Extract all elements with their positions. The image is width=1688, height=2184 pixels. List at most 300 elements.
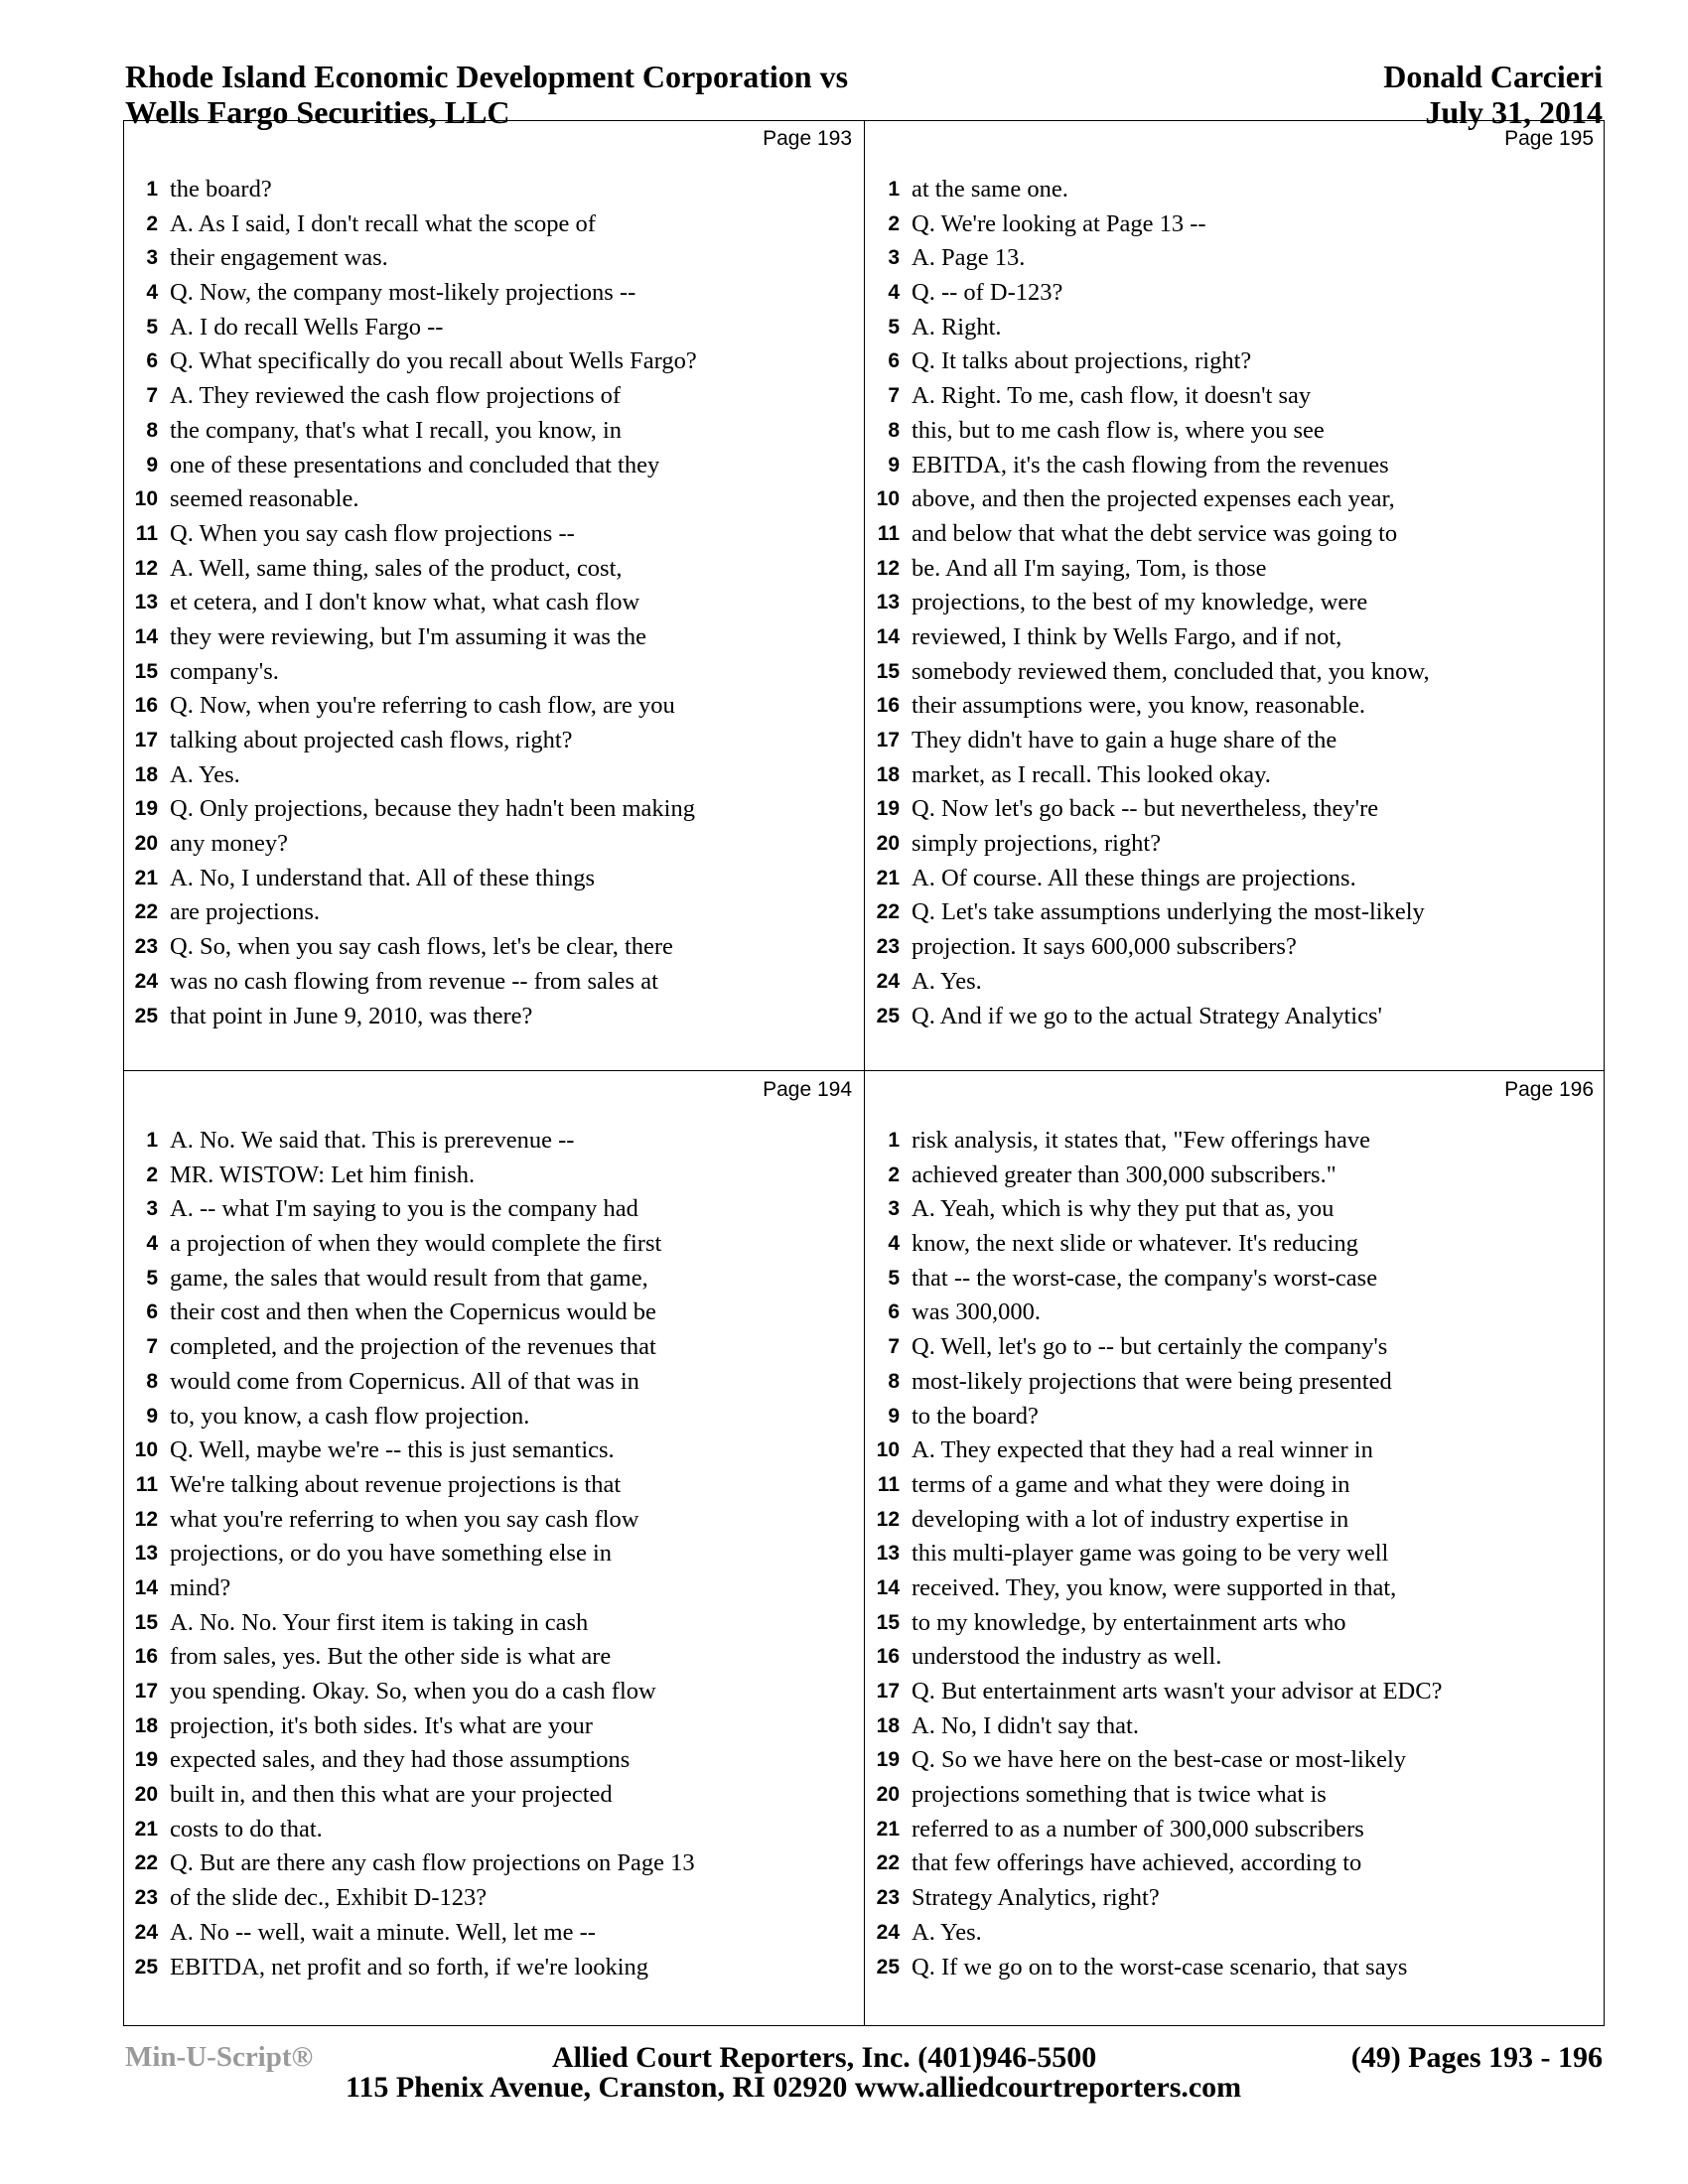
line-text: game, the sales that would result from that game, — [170, 1264, 648, 1292]
line-text: was no cash flowing from revenue -- from sales at — [170, 967, 658, 995]
line-text: A. Right. To me, cash flow, it doesn't say — [912, 382, 1312, 410]
transcript-line — [124, 344, 864, 379]
line-number: 19 — [876, 797, 900, 821]
line-text: projection. It says 600,000 subscribers? — [912, 933, 1297, 961]
transcript-line — [866, 1296, 1606, 1330]
line-number: 13 — [134, 1542, 158, 1566]
transcript-line — [866, 1778, 1606, 1813]
line-text: to my knowledge, by entertainment arts who — [912, 1608, 1346, 1636]
line-text: simply projections, right? — [912, 830, 1162, 858]
line-text: a projection of when they would complete the first — [170, 1230, 662, 1258]
transcript-line — [124, 1124, 864, 1159]
transcript-line — [866, 1916, 1606, 1951]
transcript-line — [124, 1571, 864, 1606]
line-text: reviewed, I think by Wells Fargo, and if not, — [912, 622, 1342, 650]
transcript-line — [124, 1330, 864, 1365]
line-text: their assumptions were, you know, reasonable. — [912, 692, 1365, 720]
transcript-line — [124, 1537, 864, 1571]
line-text: EBITDA, net profit and so forth, if we're looking — [170, 1953, 649, 1980]
line-text: that -- the worst-case, the company's worst-case — [912, 1264, 1378, 1292]
transcript-line — [866, 1124, 1606, 1159]
transcript-line — [124, 311, 864, 345]
transcript-line — [866, 449, 1606, 483]
transcript-line — [124, 1000, 864, 1034]
line-text: Q. Now, the company most-likely projections -- — [170, 279, 636, 307]
line-text: and below that what the debt service was going to — [912, 519, 1398, 547]
line-number: 4 — [146, 281, 158, 305]
line-text: developing with a lot of industry expertise in — [912, 1505, 1349, 1533]
line-text: Q. Well, maybe we're -- this is just semantics. — [170, 1436, 615, 1464]
transcript-line — [866, 1951, 1606, 1985]
line-number: 18 — [134, 762, 158, 786]
transcript-line — [124, 930, 864, 965]
transcript-line — [124, 1192, 864, 1227]
transcript-page-193 — [124, 121, 864, 1070]
line-number: 24 — [134, 969, 158, 993]
line-text: to, you know, a cash flow projection. — [170, 1402, 530, 1430]
line-number: 3 — [888, 246, 900, 270]
line-number: 1 — [146, 178, 158, 201]
transcript-line — [866, 862, 1606, 896]
line-text: A. Of course. All these things are projections. — [912, 864, 1356, 891]
line-number: 21 — [134, 1817, 158, 1841]
line-number: 3 — [146, 246, 158, 270]
line-number: 1 — [888, 178, 900, 201]
line-text: EBITDA, it's the cash flowing from the revenues — [912, 451, 1389, 478]
line-number: 19 — [134, 1748, 158, 1772]
line-number: 25 — [134, 1955, 158, 1979]
line-number: 19 — [876, 1748, 900, 1772]
line-text: above, and then the projected expenses each year, — [912, 485, 1395, 513]
line-number: 3 — [146, 1197, 158, 1221]
line-number: 17 — [876, 729, 900, 751]
line-number: 12 — [876, 556, 900, 580]
transcript-line — [866, 1468, 1606, 1503]
transcript-line — [124, 792, 864, 827]
line-number: 1 — [888, 1129, 900, 1152]
line-number: 6 — [888, 1300, 900, 1324]
transcript-line — [866, 414, 1606, 449]
line-number: 8 — [888, 418, 900, 442]
transcript-line — [866, 1503, 1606, 1538]
line-text: what you're referring to when you say cash flow — [170, 1505, 639, 1533]
transcript-line — [866, 689, 1606, 724]
transcript-line — [866, 586, 1606, 620]
transcript-line — [124, 1813, 864, 1847]
line-number: 5 — [888, 1266, 900, 1290]
transcript-line — [124, 862, 864, 896]
line-number: 11 — [877, 521, 900, 545]
transcript-line — [866, 1537, 1606, 1571]
transcript-line — [866, 1675, 1606, 1709]
transcript-line — [124, 517, 864, 552]
transcript-line — [866, 1192, 1606, 1227]
transcript-line — [866, 792, 1606, 827]
line-text: Q. Let's take assumptions underlying the most-likely — [912, 898, 1425, 926]
line-number: 12 — [134, 556, 158, 580]
transcript-line — [124, 207, 864, 242]
line-number: 6 — [146, 1300, 158, 1324]
page-number-label: Page 195 — [1504, 127, 1594, 150]
line-number: 14 — [876, 624, 900, 648]
line-text: projection, it's both sides. It's what are your — [170, 1711, 593, 1739]
case-title-line2: Wells Fargo Securities, LLC — [125, 94, 510, 130]
line-text: projections, or do you have something else in — [170, 1540, 612, 1568]
line-number: 15 — [876, 659, 900, 683]
transcript-line — [124, 241, 864, 276]
transcript-frame — [123, 120, 1605, 2026]
case-title-line1: Rhode Island Economic Development Corporation vs — [125, 59, 849, 94]
transcript-line — [124, 1433, 864, 1468]
line-number: 22 — [134, 1851, 158, 1875]
transcript-line — [866, 1227, 1606, 1262]
line-text: MR. WISTOW: Let him finish. — [170, 1160, 476, 1188]
line-text: talking about projected cash flows, right? — [170, 727, 573, 753]
line-number: 19 — [134, 797, 158, 821]
line-number: 6 — [146, 349, 158, 373]
transcript-line — [866, 1813, 1606, 1847]
row-divider — [124, 1070, 1604, 1071]
deposition-date: July 31, 2014 — [1425, 94, 1603, 130]
line-number: 15 — [134, 659, 158, 683]
line-text: Q. Well, let's go to -- but certainly the company's — [912, 1333, 1388, 1361]
line-text: they were reviewing, but I'm assuming it was the — [170, 622, 647, 650]
line-number: 7 — [888, 384, 900, 408]
line-text: referred to as a number of 300,000 subscribers — [912, 1815, 1364, 1843]
transcript-line — [124, 1159, 864, 1193]
line-text: A. They reviewed the cash flow projections of — [170, 382, 622, 410]
line-number: 2 — [888, 211, 900, 235]
transcript-line — [866, 620, 1606, 655]
line-number: 12 — [134, 1507, 158, 1531]
transcript-line — [124, 758, 864, 793]
transcript-line — [866, 1000, 1606, 1034]
transcript-line — [866, 965, 1606, 1000]
line-text: the company, that's what I recall, you know, in — [170, 416, 623, 444]
line-number: 23 — [134, 1886, 158, 1910]
line-number: 20 — [876, 832, 900, 856]
transcript-line — [124, 1709, 864, 1744]
line-number: 9 — [888, 453, 900, 477]
transcript-line — [124, 449, 864, 483]
line-text: A. No -- well, wait a minute. Well, let me -- — [170, 1918, 596, 1946]
line-number: 10 — [134, 487, 158, 511]
line-text: this, but to me cash flow is, where you see — [912, 416, 1325, 444]
line-text: A. No. No. Your first item is taking in cash — [170, 1608, 589, 1636]
transcript-line — [866, 1743, 1606, 1778]
line-text: Q. What specifically do you recall about Wells Fargo? — [170, 347, 697, 375]
line-text: A. Yes. — [912, 1918, 982, 1946]
line-text: mind? — [170, 1573, 231, 1601]
line-number: 7 — [146, 384, 158, 408]
transcript-line — [866, 482, 1606, 517]
line-number: 7 — [146, 1335, 158, 1359]
line-number: 18 — [876, 1713, 900, 1737]
page-number-label: Page 194 — [763, 1078, 852, 1101]
transcript-line — [866, 1365, 1606, 1400]
transcript-line — [866, 1640, 1606, 1675]
line-text: market, as I recall. This looked okay. — [912, 760, 1271, 788]
transcript-page-195 — [866, 121, 1606, 1070]
line-number: 20 — [876, 1783, 900, 1807]
transcript-line — [866, 1330, 1606, 1365]
line-number: 6 — [888, 349, 900, 373]
line-text: A. No. We said that. This is prerevenue -- — [170, 1127, 575, 1154]
line-number: 23 — [134, 935, 158, 959]
line-text: Q. But entertainment arts wasn't your advisor at EDC? — [912, 1678, 1443, 1705]
line-text: was 300,000. — [912, 1298, 1041, 1326]
transcript-line — [124, 1606, 864, 1641]
transcript-line — [866, 1433, 1606, 1468]
line-number: 9 — [146, 1404, 158, 1428]
line-number: 5 — [146, 1266, 158, 1290]
line-number: 11 — [135, 521, 158, 545]
line-text: somebody reviewed them, concluded that, you know, — [912, 657, 1430, 685]
transcript-line — [866, 517, 1606, 552]
line-number: 22 — [876, 900, 900, 924]
line-text: Q. -- of D-123? — [912, 279, 1063, 307]
line-text: et cetera, and I don't know what, what cash flow — [170, 589, 640, 616]
line-text: the board? — [170, 176, 272, 203]
line-number: 4 — [888, 281, 900, 305]
transcript-line — [124, 965, 864, 1000]
transcript-line — [866, 758, 1606, 793]
line-number: 22 — [876, 1851, 900, 1875]
line-number: 14 — [876, 1575, 900, 1599]
line-text: Q. So, when you say cash flows, let's be clear, there — [170, 933, 673, 961]
line-text: terms of a game and what they were doing in — [912, 1470, 1350, 1498]
line-number: 5 — [146, 315, 158, 339]
line-number: 2 — [146, 211, 158, 235]
transcript-line — [866, 1606, 1606, 1641]
line-number: 8 — [146, 418, 158, 442]
transcript-line — [866, 1846, 1606, 1881]
line-text: costs to do that. — [170, 1815, 323, 1843]
transcript-line — [866, 173, 1606, 207]
page-number-label: Page 196 — [1504, 1078, 1594, 1101]
transcript-line — [124, 552, 864, 587]
line-number: 13 — [134, 591, 158, 614]
line-text: any money? — [170, 830, 289, 858]
line-text: Q. And if we go to the actual Strategy Analytics' — [912, 1002, 1382, 1029]
line-number: 24 — [876, 969, 900, 993]
line-number: 16 — [876, 1645, 900, 1669]
line-number: 16 — [876, 694, 900, 718]
transcript-line — [866, 724, 1606, 758]
line-number: 8 — [888, 1369, 900, 1393]
line-number: 10 — [134, 1438, 158, 1462]
column-divider — [864, 121, 865, 2025]
transcript-line — [124, 1778, 864, 1813]
transcript-page-194 — [124, 1072, 864, 2025]
transcript-line — [866, 827, 1606, 862]
transcript-lines — [124, 1124, 864, 1984]
line-number: 1 — [146, 1129, 158, 1152]
page-range: (49) Pages 193 - 196 — [1350, 2041, 1603, 2074]
line-text: Q. We're looking at Page 13 -- — [912, 209, 1206, 237]
transcript-line — [866, 311, 1606, 345]
line-text: be. And all I'm saying, Tom, is those — [912, 554, 1267, 582]
line-text: A. Well, same thing, sales of the product, cost, — [170, 554, 623, 582]
line-text: company's. — [170, 657, 279, 685]
line-number: 4 — [888, 1232, 900, 1256]
line-number: 13 — [876, 591, 900, 614]
line-text: Q. So we have here on the best-case or most-likely — [912, 1746, 1407, 1774]
line-number: 11 — [135, 1472, 158, 1496]
transcript-line — [866, 241, 1606, 276]
line-number: 21 — [876, 866, 900, 889]
transcript-line — [866, 1709, 1606, 1744]
transcript-line — [866, 1400, 1606, 1434]
transcript-line — [124, 689, 864, 724]
line-text: A. They expected that they had a real winner in — [912, 1436, 1373, 1464]
line-text: their engagement was. — [170, 244, 388, 272]
line-text: from sales, yes. But the other side is what are — [170, 1643, 612, 1671]
line-text: that few offerings have achieved, according to — [912, 1849, 1362, 1877]
line-text: understood the industry as well. — [912, 1643, 1222, 1671]
transcript-line — [124, 1916, 864, 1951]
line-number: 11 — [877, 1472, 900, 1496]
reporter-contact: Allied Court Reporters, Inc. (401)946-5500 — [552, 2041, 1097, 2074]
line-text: would come from Copernicus. All of that was in — [170, 1367, 639, 1395]
line-number: 17 — [876, 1680, 900, 1703]
line-text: A. No, I didn't say that. — [912, 1711, 1139, 1739]
transcript-line — [124, 482, 864, 517]
transcript-lines — [124, 173, 864, 1033]
transcript-line — [124, 1468, 864, 1503]
line-number: 9 — [146, 453, 158, 477]
transcript-lines — [866, 1124, 1606, 1984]
transcript-line — [866, 1262, 1606, 1297]
line-text: A. No, I understand that. All of these things — [170, 864, 596, 891]
line-number: 21 — [134, 866, 158, 889]
page-number-label: Page 193 — [763, 127, 852, 150]
line-number: 24 — [134, 1920, 158, 1944]
transcript-line — [124, 655, 864, 690]
line-number: 16 — [134, 1645, 158, 1669]
transcript-line — [124, 173, 864, 207]
line-text: achieved greater than 300,000 subscribers." — [912, 1160, 1336, 1188]
line-text: to the board? — [912, 1402, 1039, 1430]
line-number: 20 — [134, 1783, 158, 1807]
line-number: 4 — [146, 1232, 158, 1256]
transcript-line — [124, 586, 864, 620]
line-text: A. Yes. — [912, 967, 982, 995]
transcript-line — [124, 1227, 864, 1262]
transcript-line — [124, 1400, 864, 1434]
line-number: 17 — [134, 729, 158, 751]
line-number: 14 — [134, 624, 158, 648]
transcript-line — [866, 552, 1606, 587]
line-text: Q. Only projections, because they hadn't been making — [170, 795, 695, 823]
line-number: 18 — [876, 762, 900, 786]
line-text: A. Yes. — [170, 760, 240, 788]
transcript-line — [124, 1951, 864, 1985]
transcript-line — [866, 344, 1606, 379]
line-number: 21 — [876, 1817, 900, 1841]
transcript-line — [124, 724, 864, 758]
transcript-line — [124, 1296, 864, 1330]
line-number: 13 — [876, 1542, 900, 1566]
line-number: 7 — [888, 1335, 900, 1359]
line-text: are projections. — [170, 898, 321, 926]
line-number: 2 — [146, 1162, 158, 1186]
line-number: 17 — [134, 1680, 158, 1703]
line-text: Q. Now let's go back -- but nevertheless, they're — [912, 795, 1379, 823]
transcript-line — [124, 1743, 864, 1778]
transcript-line — [866, 1571, 1606, 1606]
line-number: 15 — [876, 1610, 900, 1634]
line-text: A. Page 13. — [912, 244, 1026, 272]
line-text: seemed reasonable. — [170, 485, 359, 513]
line-text: A. Right. — [912, 313, 1002, 341]
transcript-line — [124, 620, 864, 655]
reporter-address: 115 Phenix Avenue, Cranston, RI 02920 www.alliedcourtreporters.com — [346, 2071, 1242, 2104]
transcript-line — [124, 1503, 864, 1538]
line-text: received. They, you know, were supported in that, — [912, 1573, 1397, 1601]
line-text: expected sales, and they had those assumptions — [170, 1746, 631, 1774]
line-number: 10 — [876, 487, 900, 511]
line-text: risk analysis, it states that, "Few offerings have — [912, 1127, 1371, 1154]
line-number: 25 — [134, 1004, 158, 1027]
line-number: 12 — [876, 1507, 900, 1531]
line-text: most-likely projections that were being presented — [912, 1367, 1392, 1395]
transcript-line — [124, 1262, 864, 1297]
transcript-line — [866, 655, 1606, 690]
line-text: Q. If we go on to the worst-case scenario, that says — [912, 1953, 1408, 1980]
transcript-line — [124, 276, 864, 311]
line-number: 14 — [134, 1575, 158, 1599]
line-number: 15 — [134, 1610, 158, 1634]
line-text: built in, and then this what are your projected — [170, 1781, 613, 1809]
line-number: 25 — [876, 1955, 900, 1979]
transcript-line — [866, 207, 1606, 242]
line-text: their cost and then when the Copernicus would be — [170, 1298, 656, 1326]
line-number: 23 — [876, 935, 900, 959]
line-number: 25 — [876, 1004, 900, 1027]
line-number: 10 — [876, 1438, 900, 1462]
line-text: completed, and the projection of the revenues that — [170, 1333, 656, 1361]
line-text: A. Yeah, which is why they put that as, you — [912, 1195, 1335, 1223]
line-number: 23 — [876, 1886, 900, 1910]
line-number: 16 — [134, 694, 158, 718]
line-text: A. I do recall Wells Fargo -- — [170, 313, 444, 341]
transcript-line — [124, 414, 864, 449]
line-text: this multi-player game was going to be very well — [912, 1540, 1389, 1568]
line-text: know, the next slide or whatever. It's reducing — [912, 1230, 1358, 1258]
line-text: at the same one. — [912, 176, 1068, 203]
line-text: Q. Now, when you're referring to cash flow, are you — [170, 692, 675, 720]
line-text: Q. When you say cash flow projections -- — [170, 519, 575, 547]
transcript-line — [866, 930, 1606, 965]
line-number: 24 — [876, 1920, 900, 1944]
line-text: They didn't have to gain a huge share of the — [912, 727, 1337, 753]
transcript-line — [124, 895, 864, 930]
transcript-line — [866, 276, 1606, 311]
transcript-line — [124, 1675, 864, 1709]
line-text: Q. But are there any cash flow projections on Page 13 — [170, 1849, 695, 1877]
line-text: projections, to the best of my knowledge, were — [912, 589, 1368, 616]
line-text: projections something that is twice what is — [912, 1781, 1327, 1809]
transcript-line — [866, 1159, 1606, 1193]
transcript-lines — [866, 173, 1606, 1033]
min-u-script-brand: Min-U-Script® — [125, 2041, 314, 2073]
line-number: 5 — [888, 315, 900, 339]
deponent-name: Donald Carcieri — [1383, 59, 1603, 94]
transcript-line — [124, 1640, 864, 1675]
line-text: you spending. Okay. So, when you do a cash flow — [170, 1678, 656, 1705]
line-text: that point in June 9, 2010, was there? — [170, 1002, 533, 1029]
